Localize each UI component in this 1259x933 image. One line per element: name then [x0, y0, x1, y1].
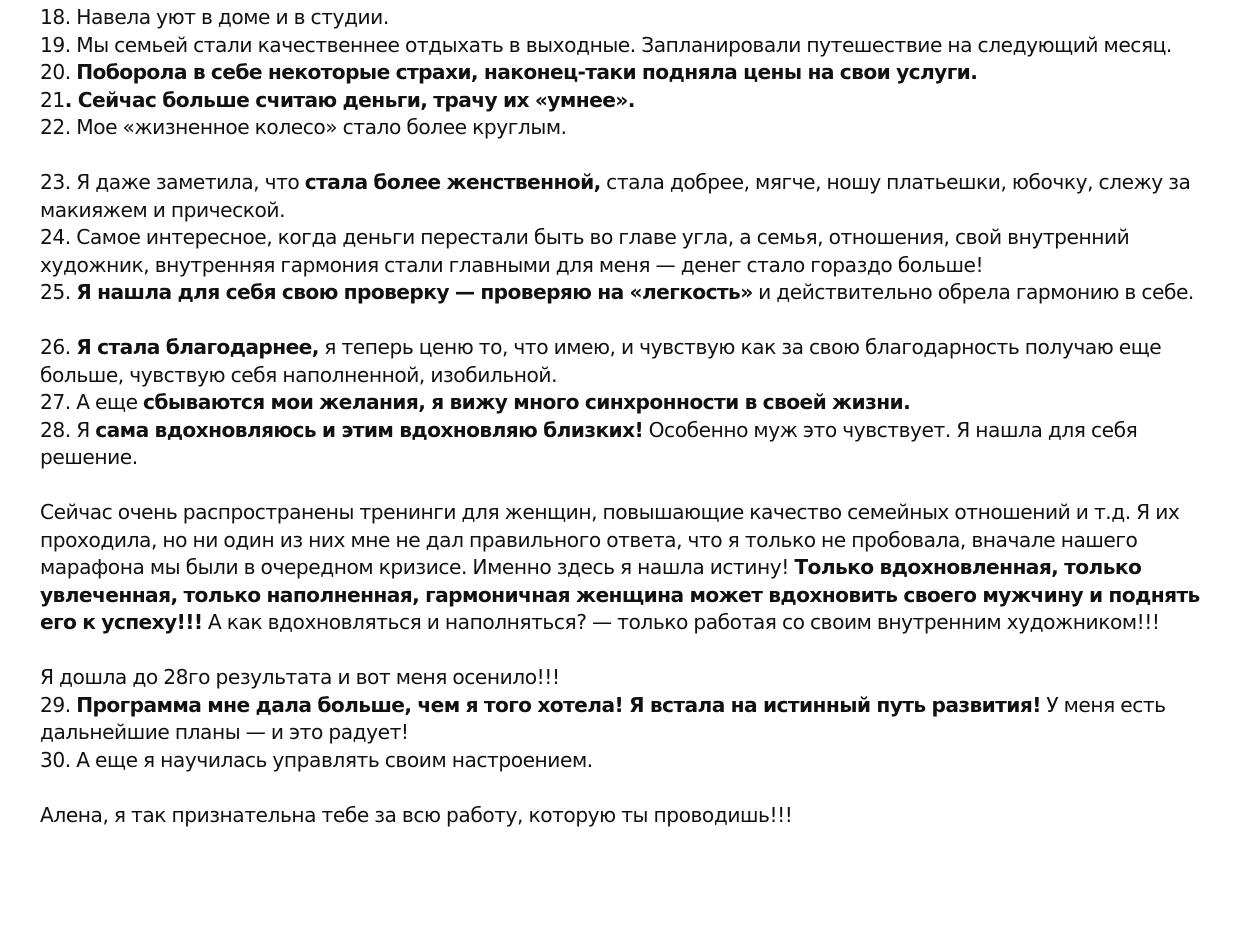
bold-text: Только вдохновленная, только увлеченная, только наполненная, гармоничная женщина может вдохновить своего мужчину и поднять его к успеху!!! [40, 555, 1200, 634]
text: 22. Мое «жизненное колесо» стало более круглым. [40, 115, 567, 139]
bold-text: Я стала благодарнее, [76, 335, 319, 359]
bold-text: сбываются мои желания, я вижу много синхронности в своей жизни. [143, 390, 911, 414]
text: 18. Навела уют в доме и в студии. [40, 5, 389, 29]
text: я теперь ценю то, что имею, и чувствую как за свою благодарность получаю еще больше, чувствую себя наполненной, изобильной. [40, 335, 1162, 387]
paragraph [40, 169, 1240, 224]
paragraph-spacer [40, 142, 1240, 170]
text: Сейчас очень распространены тренинги для женщин, повышающие качество семейных отношений и т.д. Я их проходила, но ни один из них мне не дал правильного ответа, что я только не пробовала, вначале нашего марафона мы были в очередном кризисе. Именно здесь я нашла истину! [40, 500, 1180, 579]
bold-text: Программа мне дала больше, чем я того хотела! Я встала на истинный путь развития! [76, 692, 1041, 717]
paragraph [40, 499, 1240, 637]
text: и действительно обрела гармонию в себе. [752, 280, 1194, 304]
text: Алена, я так признательна тебе за всю работу, которую ты проводишь!!! [40, 802, 793, 827]
bold-text: . Сейчас больше считаю деньги, трачу их «умнее». [64, 87, 635, 112]
paragraph-spacer [40, 774, 1240, 802]
text: 19. Мы семьей стали качественнее отдыхать в выходные. Запланировали путешествие на следующий месяц. [40, 32, 1172, 57]
paragraph [40, 389, 1240, 417]
text: 25. [40, 280, 77, 304]
bold-text: стала более женственной, [304, 170, 601, 194]
bold-text: Я нашла для себя свою проверку — проверяю на «легкость» [76, 280, 753, 304]
paragraph [40, 32, 1240, 60]
text: 26. [40, 335, 77, 359]
text: стала добрее, мягче, ношу платьешки, юбочку, слежу за макияжем и прической. [40, 170, 1191, 222]
text: 27. А еще [40, 390, 144, 414]
text: 21 [40, 87, 65, 112]
paragraph [40, 59, 1240, 87]
text: 29. [40, 692, 77, 717]
text: Особенно муж это чувствует. Я нашла для себя решение. [40, 417, 1138, 469]
paragraph [40, 279, 1240, 307]
text: 30. А еще я научилась управлять своим настроением. [40, 747, 593, 772]
paragraph [40, 224, 1240, 279]
document-body [40, 4, 1240, 829]
text: Я дошла до 28го результата и вот меня осенило!!! [40, 665, 560, 689]
bold-text: сама вдохновляюсь и этим вдохновляю близких! [95, 417, 644, 442]
bold-text: Поборола в себе некоторые страхи, наконец-таки подняла цены на свои услуги. [76, 60, 978, 84]
text: 20. [40, 60, 77, 84]
text: У меня есть дальнейшие планы — и это радует! [40, 692, 1166, 744]
paragraph [40, 417, 1240, 472]
text: 28. Я [40, 417, 96, 442]
paragraph [40, 87, 1240, 115]
paragraph [40, 114, 1240, 142]
text: А как вдохновляться и наполняться? — только работая со своим внутренним художником!!! [202, 610, 1160, 634]
paragraph [40, 747, 1240, 775]
paragraph-spacer [40, 637, 1240, 665]
paragraph [40, 692, 1240, 747]
paragraph [40, 664, 1240, 692]
paragraph-spacer [40, 307, 1240, 335]
text: 23. Я даже заметила, что [40, 170, 305, 194]
text: 24. Самое интересное, когда деньги перестали быть во главе угла, а семья, отношения, свой внутренний художник, внутренняя гармония стали главными для меня — денег стало гораздо больше! [40, 225, 1130, 277]
paragraph [40, 4, 1240, 32]
paragraph [40, 334, 1240, 389]
paragraph-spacer [40, 472, 1240, 500]
paragraph [40, 802, 1240, 830]
